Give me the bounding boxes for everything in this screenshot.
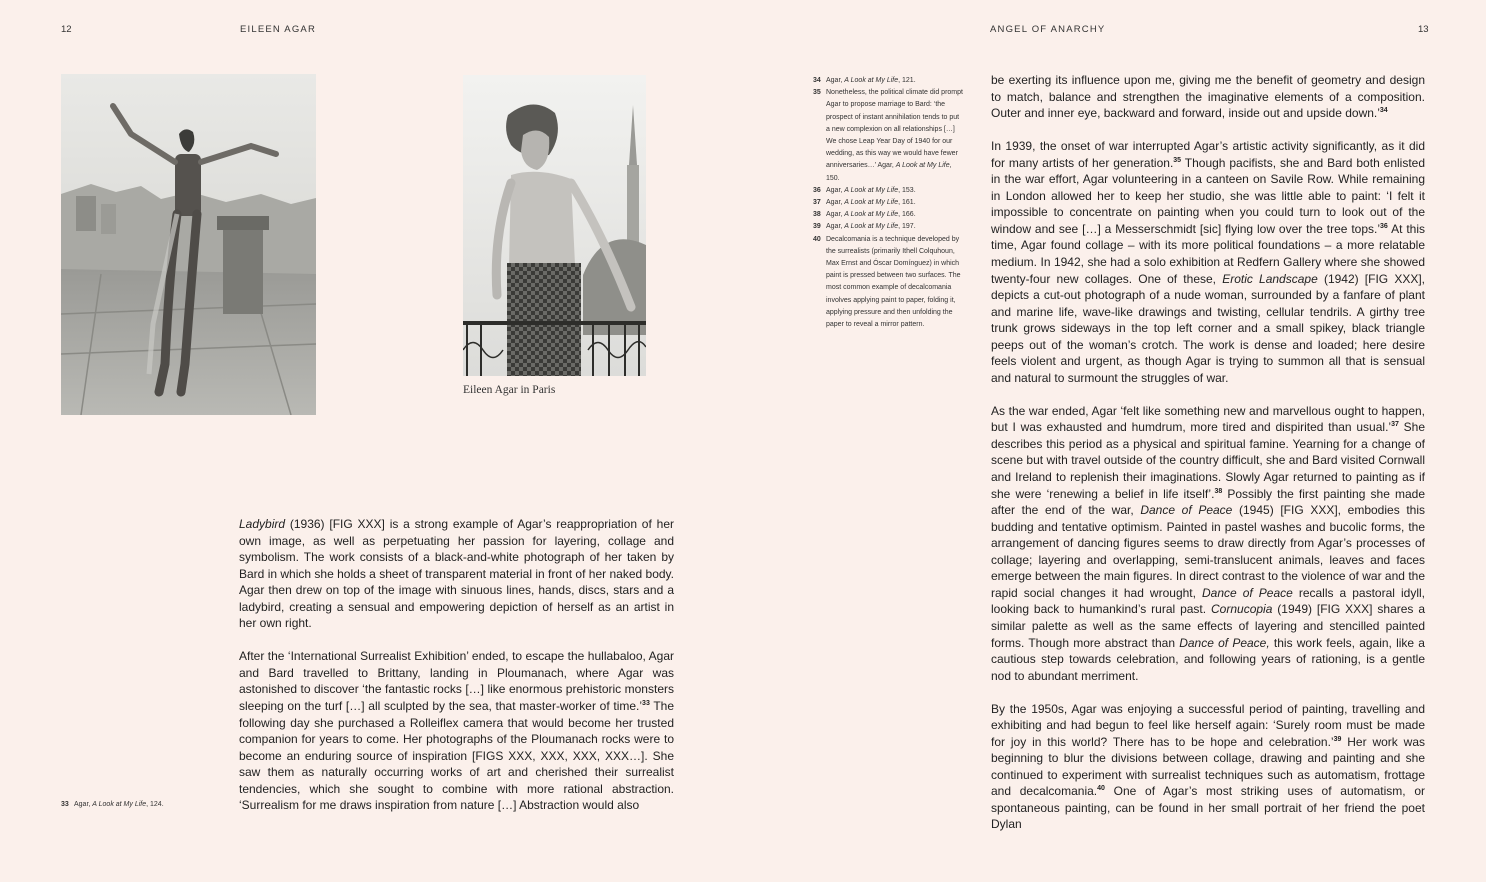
paragraph: By the 1950s, Agar was enjoying a successful period of painting, travelling and exhibiting and had begun to feel like herself again: ‘Surely room must be made for joy in this world? There has to be hope and celebration.’$^{39}$ Her work was beginning to blur the divisions between collage, drawing and painting and she continued to experiment with surrealist techniques such as automatism, frottage and decalcomania.$^{40}$ One of Agar’s most striking uses of automatism, or spontaneous painting, can be found in her small portrait of her friend the poet Dylan [991,701,1426,832]
footnote-text: Nonetheless, the political climate did prompt Agar to propose marriage to Bard: ‘the prospect of instant annihilation tends to put a new complexion on all relationships […] We chose Leap Year Day of 1940 for our wedding, as this way we would have fewer anniversaries…’ Agar, A Look at My Life, 150. [826,89,963,182]
footnote-text: Agar, A Look at My Life, 166. [826,211,916,219]
footnote-35 [813,87,963,185]
page-number-right: 13 [1418,24,1429,35]
footnote-33-number: 33 [61,801,69,808]
footnote-33-text: Agar, A Look at My Life, 124. [74,801,164,808]
footnote-38 [813,209,963,221]
footnote-text: Agar, A Look at My Life, 153. [826,186,916,194]
footnote-34 [813,75,963,87]
photo-caption: Eileen Agar in Paris [463,384,556,396]
footnote-text: Agar, A Look at My Life, 197. [826,223,916,231]
footnote-number: 34 [813,77,821,84]
footnote-number: 39 [813,223,821,231]
footnote-37 [813,197,963,209]
footnote-number: 38 [813,211,821,219]
paragraph: In 1939, the onset of war interrupted Agar’s artistic activity significantly, as it did for many artists of her generation.$^{35}$ Though pacifists, she and Bard both enlisted in the war effort, Agar volunteering in a canteen on Savile Row. While remaining in London allowed her to keep her studio, she was little able to paint: ‘I felt it impossible to concentrate on painting when you could turn to look out of the window and see […] a Messerschmidt [sic] flying low over the tree tops.’$^{36}$ At this time, Agar found collage – with its more political foundations – a more relatable medium. In 1942, she had a solo exhibition at Redfern Gallery where she showed twenty-four new collages. One of these, Erotic Landscape (1942) [FIG XXX], depicts a cut-out photograph of a nude woman, surrounded by a fanfare of plant and marine life, wave-like drawings and twisting, cellular tendrils. A girthy tree trunk grows sideways in the top left corner and a small spikey, black triangle peeps out of the woman’s crotch. The work is dense and loaded; here desire feels violent and urgent, as though Agar is trying to summon all that is sensual and natural to surmount the struggles of war. [991,139,1426,385]
footnote-number: 40 [813,235,821,243]
footnote-number: 37 [813,199,821,207]
page-number-left: 12 [61,24,72,35]
footnote-39 [813,221,963,233]
running-head-right: ANGEL OF ANARCHY [990,24,1106,35]
footnote-number: 35 [813,89,821,97]
photo-rooftop-dancer [61,74,316,415]
footnote-text: Agar, A Look at My Life, 161. [826,199,916,207]
right-page [743,0,1486,882]
footnote-36 [813,185,963,197]
right-body-text [991,72,1425,850]
footnote-number: 36 [813,186,821,194]
photo-agar-in-paris [463,75,646,376]
running-head-left: EILEEN AGAR [240,24,317,35]
paragraph: As the war ended, Agar ‘felt like something new and marvellous ought to happen, but I was exhausted and humdrum, more tired and dispirited than usual.’$^{37}$ She describes this period as a physical and spiritual famine. Yearning for a change of scene but with travel outside of the country difficult, she and Bard visited Cornwall and Ireland to replenish their imaginations. Slowly Agar returned to painting as if she were ‘renewing a belief in life itself’.$^{38}$ Possibly the first painting she made after the end of the war, Dance of Peace (1945) [FIG XXX], embodies this budding and tentative optimism. Painted in pastel washes and bucolic forms, the arrangement of dancing figures seems to draw directly from Agar’s processes of collage; layering and overlapping, semi-translucent animals, leaves and faces emerge between the main figures. In direct contrast to the violence of war and the rapid social changes it had wrought, Dance of Peace recalls a pastoral idyll, looking back to humankind’s rural past. Cornucopia (1949) [FIG XXX] shares a similar palette as well as the same effects of layering and stencilled painted forms. Though more abstract than Dance of Peace, this work feels, again, like a cautious step towards celebration, and following years of rationing, is a gentle nod to abundant merriment. [991,403,1426,683]
paragraph: be exerting its influence upon me, giving me the benefit of geometry and design to match, balance and strengthen the imaginative elements of a composition. Outer and inner eye, backward and forward, inside out and upside down.’$^{34}$ [991,73,1425,121]
footnotes-column [813,75,963,331]
footnote-40 [813,234,963,332]
left-body-text [239,516,674,830]
footnote-text: Agar, A Look at My Life, 121. [826,77,916,84]
paragraph: After the ‘International Surrealist Exhibition’ ended, to escape the hullabaloo, Agar and Bard travelled to Brittany, landing in Ploumanach, where Agar was astonished to discover ‘the fantastic rocks […] like enormous prehistoric monsters sleeping on the turf […] all sculpted by the sea, that master-worker of time.’$^{33}$ The following day she purchased a Rolleiflex camera that would become her trusted companion for years to come. Her photographs of the Ploumanach rocks were to become an enduring source of inspiration [FIGS XXX, XXX, XXX, XXX…]. She saw them as naturally occurring works of art and cherished their surrealist tendencies, which she sought to combine with more rational abstraction. ‘Surrealism for me draws inspiration from nature […] Abstraction would also [239,649,675,813]
paragraph: Ladybird (1936) [FIG XXX] is a strong example of Agar’s reappropriation of her own image, as well as perpetuating her passion for layering, collage and symbolism. The work consists of a black-and-white photograph of her taken by Bard in which she holds a sheet of transparent material in front of her naked body. Agar then drew on top of the image with sinuous lines, hands, discs, stars and a ladybird, creating a sensual and empowering depiction of herself as an artist in her own right. [239,517,674,631]
footnote-text: Decalcomania is a technique developed by the surrealists (primarily Ithell Colquhoun, Max Ernst and Óscar Domínguez) in which paint is pressed between two surfaces. The most common example of decalcomania involves applying paint to paper, folding it, applying pressure and then unfolding the paper to reveal a mirror pattern. [826,235,961,329]
footnote-33 [61,801,164,808]
